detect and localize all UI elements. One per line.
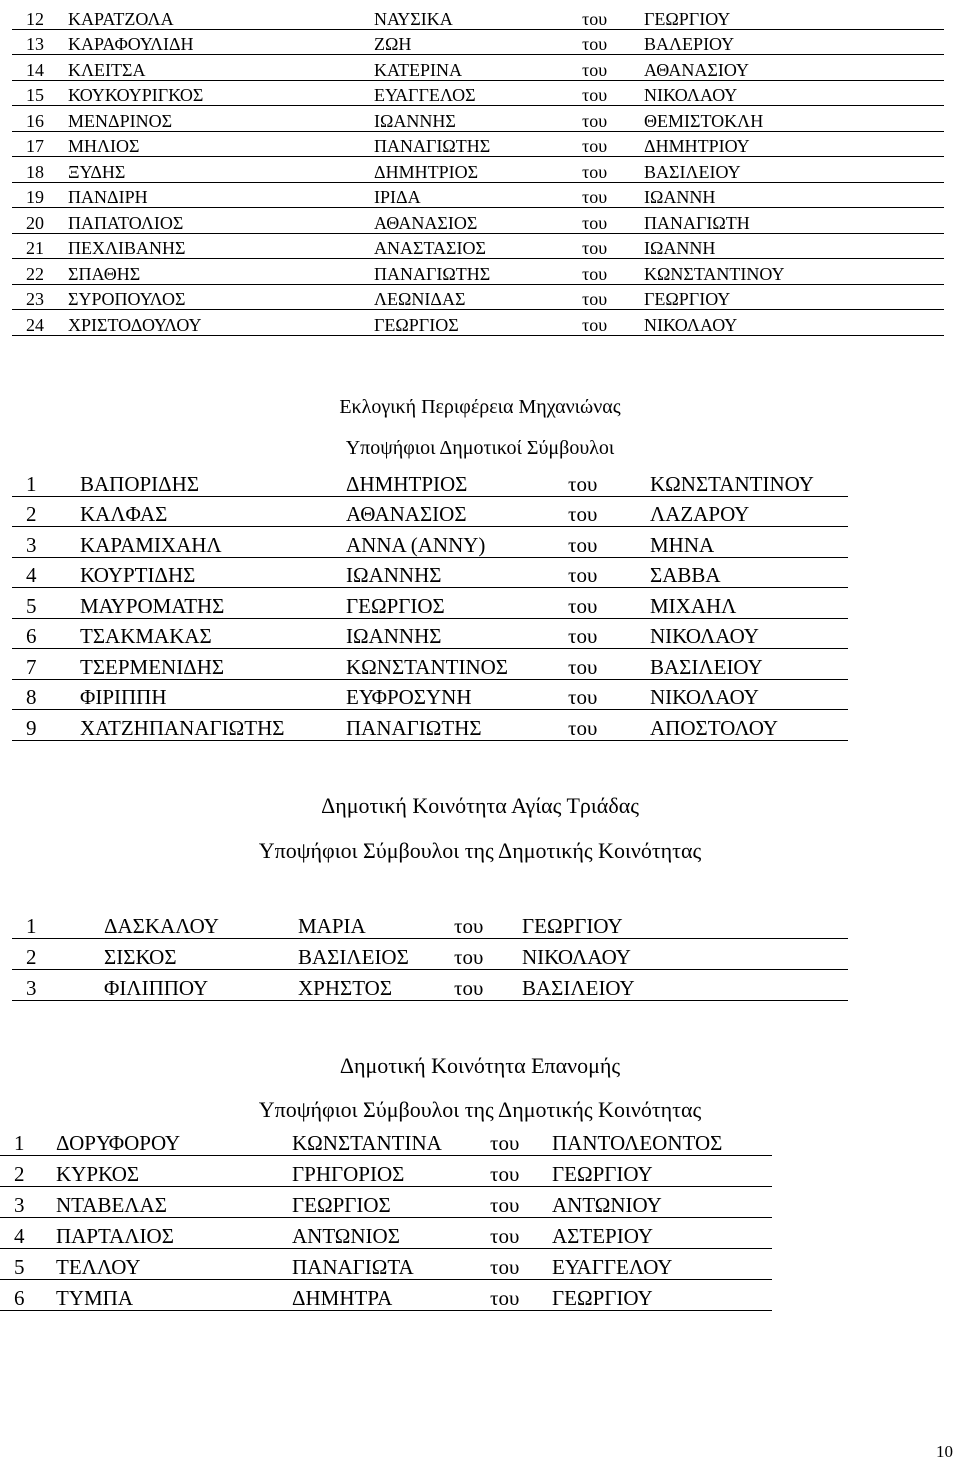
table-row: [12, 908, 848, 939]
father-name: ΙΩΑΝΝΗ: [644, 233, 944, 259]
of-word: του: [582, 106, 644, 132]
row-number: 9: [12, 710, 80, 741]
row-number: 3: [12, 970, 104, 1001]
section-title-epanomi: Δημοτική Κοινότητα Επανομής: [339, 1053, 621, 1078]
first-name: ΑΝΑΣΤΑΣΙΟΣ: [374, 233, 582, 259]
first-name: ΖΩΗ: [374, 29, 582, 55]
row-number: 19: [12, 182, 68, 208]
surname: ΦΙΛΙΠΠΟΥ: [104, 970, 298, 1001]
of-word: του: [454, 939, 522, 970]
table-row: [12, 55, 944, 81]
section-title-agia-triada: Δημοτική Κοινότητα Αγίας Τριάδας: [321, 793, 639, 818]
surname: ΚΑΛΦΑΣ: [80, 496, 346, 527]
row-number: 21: [12, 233, 68, 259]
father-name: ΘΕΜΙΣΤΟΚΛΗ: [644, 106, 944, 132]
of-word: του: [490, 1125, 552, 1156]
of-word: του: [582, 284, 644, 310]
first-name: ΠΑΝΑΓΙΩΤΗΣ: [374, 259, 582, 285]
first-name: ΙΩΑΝΝΗΣ: [346, 557, 568, 588]
section-title-mechaniona: Εκλογική Περιφέρεια Μηχανιώνας: [339, 396, 621, 418]
row-number: 2: [12, 939, 104, 970]
first-name: ΔΗΜΗΤΡΙΟΣ: [374, 157, 582, 183]
row-number: 2: [0, 1156, 56, 1187]
father-name: ΓΕΩΡΓΙΟΥ: [644, 4, 944, 29]
of-word: του: [582, 80, 644, 106]
father-name: ΠΑΝΑΓΙΩΤΗ: [644, 208, 944, 234]
surname: ΚΟΥΚΟΥΡΙΓΚΟΣ: [68, 80, 374, 106]
father-name: ΕΥΑΓΓΕΛΟΥ: [552, 1249, 772, 1280]
table-row: [12, 208, 944, 234]
surname: ΤΣΕΡΜΕΝΙΔΗΣ: [80, 649, 346, 680]
row-number: 4: [0, 1218, 56, 1249]
table-row: [0, 1249, 772, 1280]
father-name: ΠΑΝΤΟΛΕΟΝΤΟΣ: [552, 1125, 772, 1156]
father-name: ΓΕΩΡΓΙΟΥ: [522, 908, 848, 939]
row-number: 7: [12, 649, 80, 680]
father-name: ΛΑΖΑΡΟΥ: [650, 496, 848, 527]
candidates-table-continued: [12, 4, 944, 336]
surname: ΒΑΠΟΡΙΔΗΣ: [80, 466, 346, 496]
surname: ΚΟΥΡΤΙΔΗΣ: [80, 557, 346, 588]
first-name: ΙΡΙΔΑ: [374, 182, 582, 208]
of-word: του: [568, 649, 650, 680]
table-row: [12, 939, 848, 970]
first-name: ΙΩΑΝΝΗΣ: [374, 106, 582, 132]
of-word: του: [490, 1280, 552, 1311]
first-name: ΜΑΡΙΑ: [298, 908, 454, 939]
surname: ΚΑΡΑΦΟΥΛΙΔΗ: [68, 29, 374, 55]
row-number: 1: [12, 908, 104, 939]
surname: ΤΥΜΠΑ: [56, 1280, 292, 1311]
row-number: 1: [0, 1125, 56, 1156]
row-number: 23: [12, 284, 68, 310]
surname: ΤΕΛΛΟΥ: [56, 1249, 292, 1280]
table-row: [12, 557, 848, 588]
first-name: ΠΑΝΑΓΙΩΤΗΣ: [346, 710, 568, 741]
surname: ΦΙΡΙΠΠΗ: [80, 679, 346, 710]
surname: ΧΡΙΣΤΟΔΟΥΛΟΥ: [68, 310, 374, 336]
table-row: [12, 649, 848, 680]
first-name: ΚΑΤΕΡΙΝΑ: [374, 55, 582, 81]
surname: ΝΤΑΒΕΛΑΣ: [56, 1187, 292, 1218]
surname: ΜΗΛΙΟΣ: [68, 131, 374, 157]
table-row: [12, 284, 944, 310]
row-number: 6: [12, 618, 80, 649]
row-number: 20: [12, 208, 68, 234]
table-row: [12, 157, 944, 183]
first-name: ΛΕΩΝΙΔΑΣ: [374, 284, 582, 310]
first-name: ΑΝΤΩΝΙΟΣ: [292, 1218, 490, 1249]
of-word: του: [490, 1249, 552, 1280]
father-name: ΑΠΟΣΤΟΛΟΥ: [650, 710, 848, 741]
candidates-table-epanomi: [0, 1125, 772, 1311]
of-word: του: [582, 55, 644, 81]
row-number: 5: [12, 588, 80, 619]
table-row: [12, 527, 848, 558]
of-word: του: [568, 679, 650, 710]
first-name: ΑΘΑΝΑΣΙΟΣ: [374, 208, 582, 234]
surname: ΠΕΧΛΙΒΑΝΗΣ: [68, 233, 374, 259]
first-name: ΠΑΝΑΓΙΩΤΑ: [292, 1249, 490, 1280]
father-name: ΑΣΤΕΡΙΟΥ: [552, 1218, 772, 1249]
first-name: ΓΡΗΓΟΡΙΟΣ: [292, 1156, 490, 1187]
of-word: του: [582, 182, 644, 208]
of-word: του: [568, 527, 650, 558]
of-word: του: [582, 310, 644, 336]
table-row: [12, 233, 944, 259]
table-row: [12, 588, 848, 619]
father-name: ΒΑΣΙΛΕΙΟΥ: [522, 970, 848, 1001]
surname: ΠΑΡΤΑΛΙΟΣ: [56, 1218, 292, 1249]
section-subtitle-epanomi: Υποψήφιοι Σύμβουλοι της Δημοτικής Κοινότητας: [258, 1097, 702, 1122]
father-name: ΔΗΜΗΤΡΙΟΥ: [644, 131, 944, 157]
father-name: ΝΙΚΟΛΑΟΥ: [650, 618, 848, 649]
father-name: ΝΙΚΟΛΑΟΥ: [650, 679, 848, 710]
table-row: [12, 106, 944, 132]
row-number: 18: [12, 157, 68, 183]
of-word: του: [582, 233, 644, 259]
surname: ΚΛΕΙΤΣΑ: [68, 55, 374, 81]
row-number: 2: [12, 496, 80, 527]
candidates-table-mechaniona: [12, 466, 848, 741]
surname: ΠΑΠΑΤΟΛΙΟΣ: [68, 208, 374, 234]
table-row: [12, 466, 848, 496]
father-name: ΓΕΩΡΓΙΟΥ: [644, 284, 944, 310]
table-row: [12, 310, 944, 336]
surname: ΚΑΡΑΤΖΟΛΑ: [68, 4, 374, 29]
first-name: ΧΡΗΣΤΟΣ: [298, 970, 454, 1001]
table-row: [12, 618, 848, 649]
of-word: του: [568, 557, 650, 588]
father-name: ΚΩΝΣΤΑΝΤΙΝΟΥ: [644, 259, 944, 285]
first-name: ΕΥΑΓΓΕΛΟΣ: [374, 80, 582, 106]
row-number: 4: [12, 557, 80, 588]
surname: ΣΠΑΘΗΣ: [68, 259, 374, 285]
row-number: 13: [12, 29, 68, 55]
father-name: ΚΩΝΣΤΑΝΤΙΝΟΥ: [650, 466, 848, 496]
of-word: του: [490, 1156, 552, 1187]
of-word: του: [454, 908, 522, 939]
row-number: 3: [12, 527, 80, 558]
first-name: ΔΗΜΗΤΡΙΟΣ: [346, 466, 568, 496]
row-number: 3: [0, 1187, 56, 1218]
father-name: ΒΑΣΙΛΕΙΟΥ: [644, 157, 944, 183]
section-subtitle-mechaniona: Υποψήφιοι Δημοτικοί Σύμβουλοι: [345, 437, 615, 459]
first-name: ΚΩΝΣΤΑΝΤΙΝΟΣ: [346, 649, 568, 680]
row-number: 16: [12, 106, 68, 132]
row-number: 15: [12, 80, 68, 106]
first-name: ΚΩΝΣΤΑΝΤΙΝΑ: [292, 1125, 490, 1156]
surname: ΣΙΣΚΟΣ: [104, 939, 298, 970]
surname: ΤΣΑΚΜΑΚΑΣ: [80, 618, 346, 649]
row-number: 6: [0, 1280, 56, 1311]
of-word: του: [582, 157, 644, 183]
surname: ΣΥΡΟΠΟΥΛΟΣ: [68, 284, 374, 310]
section-subtitle-agia-triada: Υποψήφιοι Σύμβουλοι της Δημοτικής Κοινότητας: [258, 838, 702, 863]
table-row: [12, 496, 848, 527]
table-row: [12, 970, 848, 1001]
table-row: [12, 4, 944, 29]
surname: ΚΥΡΚΟΣ: [56, 1156, 292, 1187]
father-name: ΜΗΝΑ: [650, 527, 848, 558]
father-name: ΒΑΛΕΡΙΟΥ: [644, 29, 944, 55]
of-word: του: [582, 4, 644, 29]
of-word: του: [582, 29, 644, 55]
father-name: ΑΝΤΩΝΙΟΥ: [552, 1187, 772, 1218]
first-name: ΓΕΩΡΓΙΟΣ: [346, 588, 568, 619]
of-word: του: [582, 131, 644, 157]
of-word: του: [582, 259, 644, 285]
surname: ΚΑΡΑΜΙΧΑΗΛ: [80, 527, 346, 558]
of-word: του: [568, 496, 650, 527]
father-name: ΙΩΑΝΝΗ: [644, 182, 944, 208]
row-number: 1: [12, 466, 80, 496]
of-word: του: [582, 208, 644, 234]
first-name: ΠΑΝΑΓΙΩΤΗΣ: [374, 131, 582, 157]
table-row: [12, 710, 848, 741]
row-number: 22: [12, 259, 68, 285]
of-word: του: [490, 1187, 552, 1218]
father-name: ΝΙΚΟΛΑΟΥ: [522, 939, 848, 970]
row-number: 5: [0, 1249, 56, 1280]
table-row: [12, 259, 944, 285]
of-word: του: [568, 710, 650, 741]
surname: ΧΑΤΖΗΠΑΝΑΓΙΩΤΗΣ: [80, 710, 346, 741]
first-name: ΔΗΜΗΤΡΑ: [292, 1280, 490, 1311]
table-row: [0, 1187, 772, 1218]
table-row: [0, 1218, 772, 1249]
first-name: ΑΘΑΝΑΣΙΟΣ: [346, 496, 568, 527]
father-name: ΝΙΚΟΛΑΟΥ: [644, 80, 944, 106]
father-name: ΑΘΑΝΑΣΙΟΥ: [644, 55, 944, 81]
table-row: [12, 29, 944, 55]
first-name: ΝΑΥΣΙΚΑ: [374, 4, 582, 29]
table-row: [12, 131, 944, 157]
row-number: 24: [12, 310, 68, 336]
table-row: [0, 1125, 772, 1156]
first-name: ΙΩΑΝΝΗΣ: [346, 618, 568, 649]
table-row: [12, 182, 944, 208]
of-word: του: [490, 1218, 552, 1249]
father-name: ΒΑΣΙΛΕΙΟΥ: [650, 649, 848, 680]
first-name: ΒΑΣΙΛΕΙΟΣ: [298, 939, 454, 970]
of-word: του: [568, 466, 650, 496]
father-name: ΝΙΚΟΛΑΟΥ: [644, 310, 944, 336]
first-name: ΑΝΝΑ (ΑΝΝΥ): [346, 527, 568, 558]
table-row: [0, 1280, 772, 1311]
first-name: ΓΕΩΡΓΙΟΣ: [374, 310, 582, 336]
surname: ΔΟΡΥΦΟΡΟΥ: [56, 1125, 292, 1156]
of-word: του: [568, 588, 650, 619]
surname: ΜΕΝΔΡΙΝΟΣ: [68, 106, 374, 132]
page-number: 10: [936, 1442, 953, 1461]
first-name: ΕΥΦΡΟΣΥΝΗ: [346, 679, 568, 710]
table-row: [0, 1156, 772, 1187]
row-number: 8: [12, 679, 80, 710]
row-number: 12: [12, 4, 68, 29]
father-name: ΜΙΧΑΗΛ: [650, 588, 848, 619]
of-word: του: [454, 970, 522, 1001]
surname: ΜΑΥΡΟΜΑΤΗΣ: [80, 588, 346, 619]
row-number: 14: [12, 55, 68, 81]
first-name: ΓΕΩΡΓΙΟΣ: [292, 1187, 490, 1218]
candidates-table-agia-triada: [12, 908, 848, 1001]
surname: ΔΑΣΚΑΛΟΥ: [104, 908, 298, 939]
father-name: ΓΕΩΡΓΙΟΥ: [552, 1280, 772, 1311]
row-number: 17: [12, 131, 68, 157]
table-row: [12, 679, 848, 710]
surname: ΠΑΝΔΙΡΗ: [68, 182, 374, 208]
father-name: ΓΕΩΡΓΙΟΥ: [552, 1156, 772, 1187]
of-word: του: [568, 618, 650, 649]
table-row: [12, 80, 944, 106]
father-name: ΣΑΒΒΑ: [650, 557, 848, 588]
surname: ΞΥΔΗΣ: [68, 157, 374, 183]
